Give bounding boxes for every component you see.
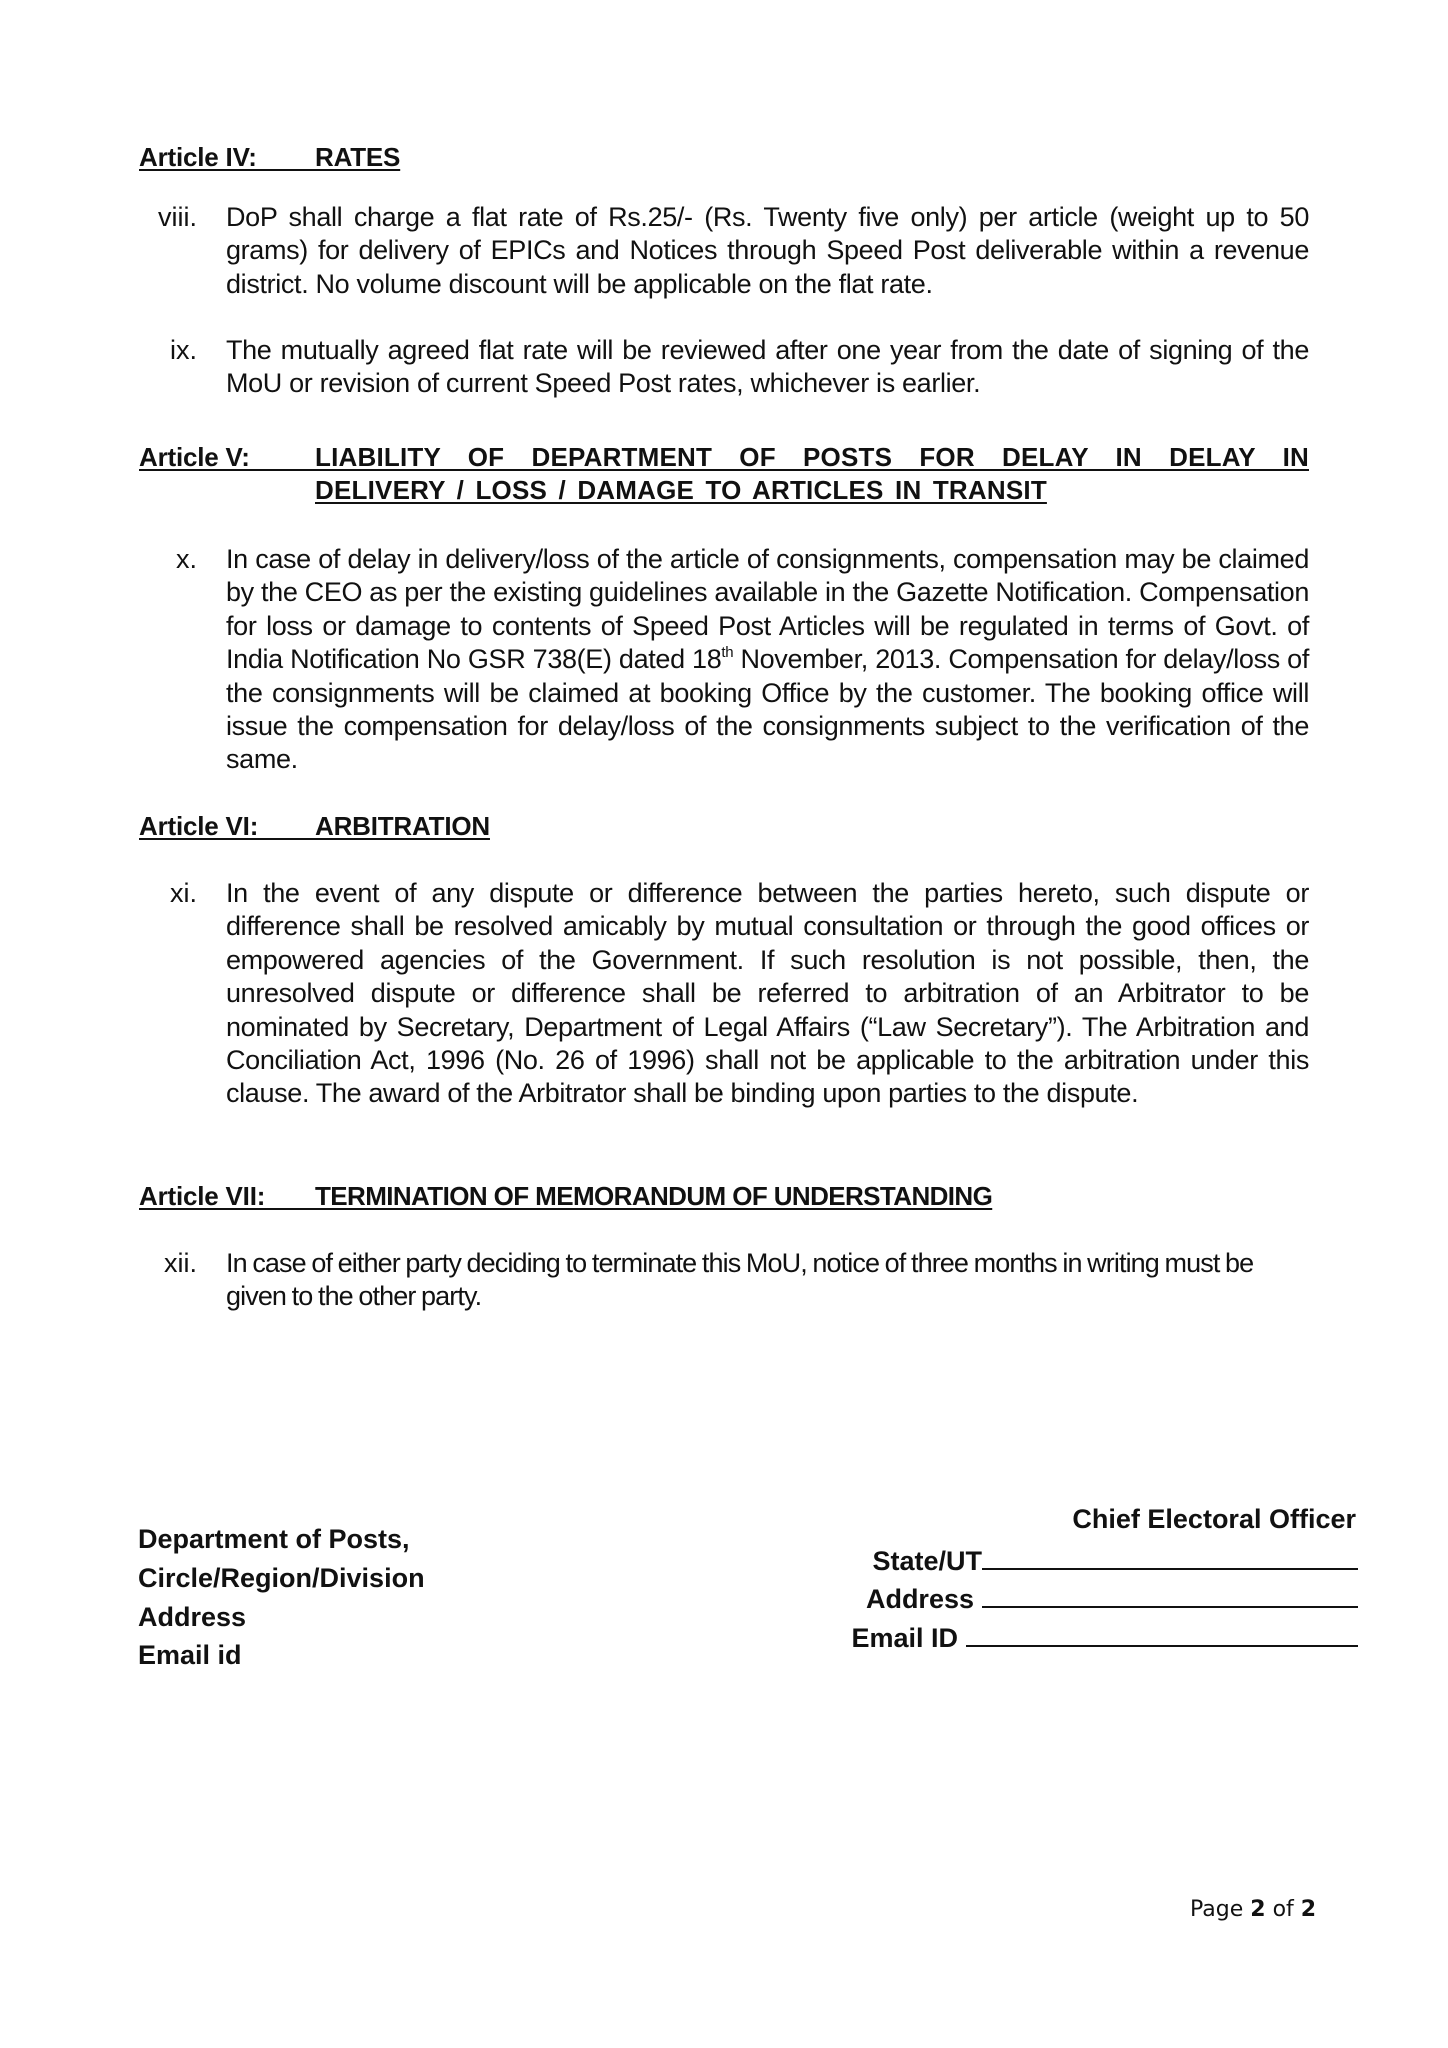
email-id-label: Email ID [851,1622,958,1653]
address-blank-line [982,1606,1358,1608]
article-title: LIABILITY OF DEPARTMENT OF POSTS FOR DELAY IN DELAY IN DELIVERY / LOSS / DAMAGE TO ARTICLES IN TRANSIT [315,442,1309,505]
clause-number: viii. [158,202,197,232]
article-v-heading [139,441,1309,507]
clause-text: In case of either party deciding to terminate this MoU, notice of three months in writing must be given to the other party. [226,1248,1254,1312]
clause-text: DoP shall charge a flat rate of Rs.25/- (Rs. Twenty five only) per article (weight up to 50 grams) for delivery of EPICs and Notices through Speed Post deliverable within a revenue district. No volume discount will be applicable on the flat rate. [226,202,1309,299]
total-pages: 2 [1300,1897,1317,1922]
clause-number: xi. [170,878,197,908]
current-page: 2 [1250,1897,1266,1922]
article-vii-heading [139,1180,1309,1213]
clause-number: xii. [164,1248,197,1278]
email-id-field [838,1615,1358,1654]
clause-text: The mutually agreed flat rate will be reviewed after one year from the date of signing of the MoU or revision of current Speed Post rates, whichever is earlier. [226,335,1309,399]
dop-email: Email id [138,1640,242,1671]
article-title: RATES [315,142,401,172]
page-prefix: Page [1190,1897,1244,1922]
clause-number: ix. [170,335,197,365]
article-label: Article V: [139,442,250,472]
dop-circle: Circle/Region/Division [138,1562,425,1593]
article-iv-heading [139,141,1309,174]
ceo-title: Chief Electoral Officer [1072,1504,1356,1534]
article-title: TERMINATION OF MEMORANDUM OF UNDERSTANDING [315,1181,993,1211]
clause-number: x. [175,544,197,574]
clause-ix [139,334,1309,401]
dop-signature-block [138,1520,425,1675]
clause-text-part: November, 2013. Compensation for delay/loss of the consignments will be claimed at booking Office by the customer. The booking office will issue the compensation for delay/loss of the consignments subject to the verification of the same. [226,644,1309,775]
ordinal-suffix: th [721,644,734,662]
dop-name: Department of Posts, [138,1524,410,1554]
article-label: Article VII: [139,1181,266,1211]
article-label: Article IV: [139,142,257,172]
state-ut-label: State/UT [872,1545,982,1576]
address-field [838,1577,1358,1616]
article-label: Article VI: [139,811,259,841]
email-id-blank-line [966,1645,1358,1647]
clause-x [139,543,1309,777]
state-ut-field [838,1538,1358,1577]
address-label: Address [865,1584,974,1614]
clause-text [226,543,1309,777]
page-of: of [1272,1897,1294,1922]
clause-xii [139,1247,1309,1314]
clause-text-part: In case of delay in delivery/loss of the article of consignments, compensation may be claimed by the CEO as per the existing guidelines available in the Gazette Notification. Compensation for loss or damage to contents of Speed Post Articles will be regulated in terms of Govt. of India Notification No GSR 738(E) dated 18 [226,544,1309,675]
clause-viii [139,201,1309,301]
ceo-signature-block [838,1500,1358,1654]
clause-text: In the event of any dispute or difference between the parties hereto, such dispute or difference shall be resolved amicably by mutual consultation or through the good offices or empowered agencies of the Government. If such resolution is not possible, then, the unresolved dispute or difference shall be referred to arbitration of an Arbitrator to be nominated by Secretary, Department of Legal Affairs (“Law Secretary”). The Arbitration and Conciliation Act, 1996 (No. 26 of 1996) shall not be applicable to the arbitration under this clause. The award of the Arbitrator shall be binding upon parties to the dispute. [226,878,1309,1109]
page-number [1190,1897,1316,1922]
article-title: ARBITRATION [315,811,490,841]
article-vi-heading [139,810,1309,843]
dop-address: Address [138,1601,247,1632]
clause-xi [139,877,1309,1111]
state-ut-blank-line [982,1568,1358,1570]
